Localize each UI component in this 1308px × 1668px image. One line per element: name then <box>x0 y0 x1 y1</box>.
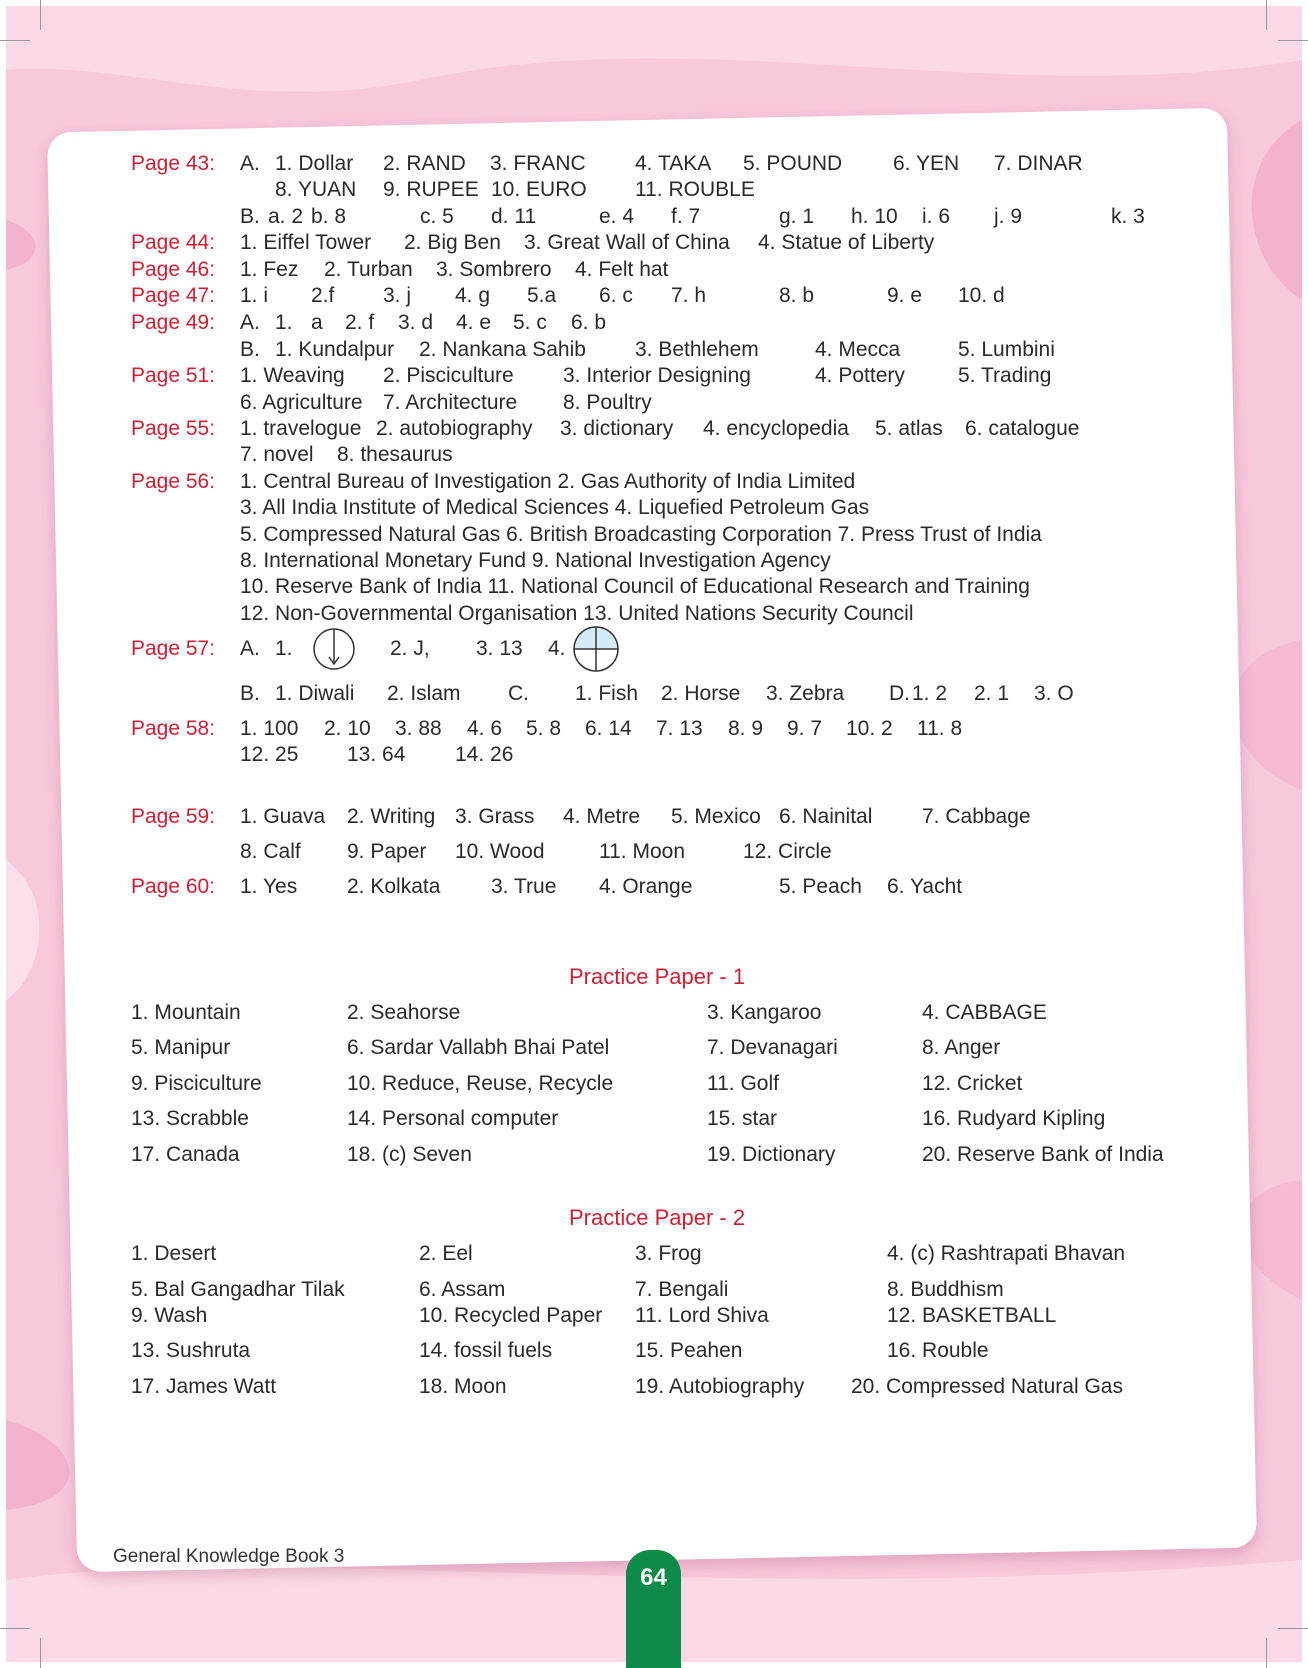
answer-item: 5. c <box>513 311 547 334</box>
answer-item: 6. YEN <box>893 152 960 175</box>
crop-mark <box>40 0 41 30</box>
answer-item: 3. Sombrero <box>436 258 552 281</box>
answer-item: 7. h <box>671 284 707 307</box>
practice-answer: 7. Devanagari <box>707 1036 838 1059</box>
answer-item: 9. 7 <box>787 717 823 740</box>
practice-answer: 6. Assam <box>419 1278 506 1301</box>
practice-answer: 4. CABBAGE <box>922 1001 1047 1024</box>
page-label: Page 57: <box>131 637 216 660</box>
answer-item: c. 5 <box>420 205 454 228</box>
answer-item: 2. Big Ben <box>404 231 501 254</box>
practice-answer: 2. Seahorse <box>347 1001 461 1024</box>
answer-line: 10. Reserve Bank of India 11. National Council of Educational Research and Training <box>240 575 1030 598</box>
answer-item: 5. Trading <box>958 364 1052 387</box>
practice-answer: 8. Anger <box>922 1036 1001 1059</box>
crop-mark <box>0 40 30 41</box>
answer-item: 6. Agriculture <box>240 391 363 414</box>
page-label: Page 55: <box>131 417 216 440</box>
answer-item: f. 7 <box>671 205 701 228</box>
answer-item: 10. EURO <box>491 178 587 201</box>
practice-answer: 7. Bengali <box>635 1278 729 1301</box>
book-title: General Knowledge Book 3 <box>113 1546 345 1567</box>
answer-item: 3. Grass <box>455 805 535 828</box>
practice-answer: 20. Compressed Natural Gas <box>851 1375 1123 1398</box>
practice-answer: 17. Canada <box>131 1143 240 1166</box>
practice-answer: 11. Lord Shiva <box>635 1304 769 1327</box>
answer-item: g. 1 <box>779 205 815 228</box>
practice-answer: 18. Moon <box>419 1375 507 1398</box>
practice-answer: 6. Sardar Vallabh Bhai Patel <box>347 1036 610 1059</box>
answer-item: 1. Dollar <box>275 152 354 175</box>
answer-item: b. 8 <box>311 205 347 228</box>
answer-item: 5. Lumbini <box>958 338 1055 361</box>
answer-item: e. 4 <box>599 205 635 228</box>
answer-item: 6. b <box>571 311 607 334</box>
practice-answer: 17. James Watt <box>131 1375 277 1398</box>
page-label: Page 44: <box>131 231 216 254</box>
answer-item: 4. TAKA <box>635 152 712 175</box>
page-label: Page 51: <box>131 364 216 387</box>
answer-item: 4. encyclopedia <box>703 417 849 440</box>
section-letter: C. <box>508 682 529 705</box>
answer-item: 8. YUAN <box>275 178 357 201</box>
answer-line: 3. All India Institute of Medical Sciences 4. Liquefied Petroleum Gas <box>240 496 870 519</box>
answer-item: 2.f <box>311 284 335 307</box>
practice-answer: 15. star <box>707 1107 778 1130</box>
practice-answer: 5. Bal Gangadhar Tilak <box>131 1278 345 1301</box>
answer-item: 2. Nankana Sahib <box>419 338 586 361</box>
answer-item: 2. autobiography <box>376 417 533 440</box>
answer-item: 1. <box>275 311 293 334</box>
answer-item: h. 10 <box>851 205 898 228</box>
page-number: 64 <box>640 1564 667 1591</box>
practice-answer: 3. Kangaroo <box>707 1001 822 1024</box>
answer-item: 5. 8 <box>526 717 562 740</box>
answer-item: 4. Orange <box>599 875 693 898</box>
answer-item: 13. 64 <box>347 743 406 766</box>
answer-item: 2. J, <box>390 637 430 660</box>
practice-answer: 8. Buddhism <box>887 1278 1004 1301</box>
practice-answer: 10. Recycled Paper <box>419 1304 603 1327</box>
answer-item: 3. Great Wall of China <box>524 231 730 254</box>
answer-item: 8. Calf <box>240 840 301 863</box>
answer-item: 2. Writing <box>347 805 436 828</box>
answer-item: 2. RAND <box>383 152 466 175</box>
page-label: Page 46: <box>131 258 216 281</box>
practice-answer: 10. Reduce, Reuse, Recycle <box>347 1072 614 1095</box>
answer-item: 5.a <box>527 284 557 307</box>
section-letter: A. <box>240 637 260 660</box>
answer-item: 1. i <box>240 284 269 307</box>
answer-item: 7. Cabbage <box>922 805 1031 828</box>
answer-item: 4. 6 <box>467 717 503 740</box>
answer-item: 2. 10 <box>324 717 371 740</box>
answer-item: 2. Islam <box>387 682 461 705</box>
answer-item: 14. 26 <box>455 743 514 766</box>
answer-item: 3. Zebra <box>766 682 845 705</box>
practice-answer: 4. (c) Rashtrapati Bhavan <box>887 1242 1126 1265</box>
page-label: Page 56: <box>131 470 216 493</box>
answer-item: 11. ROUBLE <box>635 178 755 201</box>
answer-item: 8. b <box>779 284 815 307</box>
answer-line: 12. Non-Governmental Organisation 13. United Nations Security Council <box>240 602 914 625</box>
section-letter: B. <box>240 682 260 705</box>
answer-item: 8. 9 <box>728 717 764 740</box>
answer-item: 1. Weaving <box>240 364 345 387</box>
answer-item: 5. POUND <box>743 152 843 175</box>
answer-item: 6. c <box>599 284 633 307</box>
answer-item: 4. Pottery <box>815 364 905 387</box>
answer-item: 11. Moon <box>599 840 685 863</box>
page-label: Page 47: <box>131 284 216 307</box>
answer-item: 1. 2 <box>912 682 948 705</box>
answer-item: 4. g <box>455 284 491 307</box>
answer-item: i. 6 <box>922 205 951 228</box>
practice-answer: 14. Personal computer <box>347 1107 559 1130</box>
crop-mark <box>40 1638 41 1668</box>
answer-item: 12. 25 <box>240 743 299 766</box>
answer-item: 4. Statue of Liberty <box>758 231 935 254</box>
practice-answer: 5. Manipur <box>131 1036 231 1059</box>
section-letter: A. <box>240 152 260 175</box>
answer-item: 5. Peach <box>779 875 862 898</box>
answer-item: 1. Fez <box>240 258 299 281</box>
crop-mark <box>1278 40 1308 41</box>
answer-item: d. 11 <box>491 205 537 228</box>
practice-answer: 12. Cricket <box>922 1072 1023 1095</box>
practice-answer: 13. Sushruta <box>131 1339 251 1362</box>
answer-item: 2. 1 <box>974 682 1010 705</box>
answer-item: a. 2 <box>268 205 304 228</box>
answer-item: 4. <box>548 637 566 660</box>
practice-answer: 3. Frog <box>635 1242 702 1265</box>
answer-item: j. 9 <box>994 205 1023 228</box>
page-label: Page 60: <box>131 875 216 898</box>
answer-item: 3. Bethlehem <box>635 338 759 361</box>
practice-paper-1-title: Practice Paper - 1 <box>569 964 746 989</box>
answer-item: 7. novel <box>240 443 314 466</box>
answer-item: 4. Felt hat <box>575 258 669 281</box>
page-label: Page 58: <box>131 717 216 740</box>
answer-item: 8. Poultry <box>563 391 652 414</box>
page-label: Page 49: <box>131 311 216 334</box>
compass-south-arrow-diagram <box>311 626 357 672</box>
answer-line: 1. Central Bureau of Investigation 2. Gas Authority of India Limited <box>240 470 856 493</box>
answer-item: 2. Pisciculture <box>383 364 514 387</box>
answer-item: 9. e <box>887 284 923 307</box>
answer-line: 5. Compressed Natural Gas 6. British Broadcasting Corporation 7. Press Trust of India <box>240 523 1042 546</box>
answer-item: 11. 8 <box>917 717 963 740</box>
answer-item: 2. Kolkata <box>347 875 441 898</box>
answer-item: 4. Mecca <box>815 338 901 361</box>
answer-item: 3. Interior Designing <box>563 364 751 387</box>
practice-answer: 16. Rouble <box>887 1339 989 1362</box>
answer-item: 3. O <box>1034 682 1074 705</box>
answer-item: 1. Fish <box>575 682 639 705</box>
practice-answer: 14. fossil fuels <box>419 1339 553 1362</box>
answer-item: 1. Eiffel Tower <box>240 231 372 254</box>
answer-item: 10. d <box>958 284 1005 307</box>
answer-item: 1. 100 <box>240 717 299 740</box>
section-letter: B. <box>240 205 260 228</box>
section-letter: B. <box>240 338 260 361</box>
answer-item: 3. True <box>491 875 557 898</box>
answer-item: 1. Guava <box>240 805 326 828</box>
answer-item: 1. travelogue <box>240 417 362 440</box>
crop-mark <box>1266 1638 1267 1668</box>
answer-item: 12. Circle <box>743 840 832 863</box>
answer-item: 4. e <box>456 311 492 334</box>
practice-answer: 15. Peahen <box>635 1339 743 1362</box>
practice-answer: 12. BASKETBALL <box>887 1304 1057 1327</box>
answer-item: 2. f <box>345 311 375 334</box>
practice-answer: 11. Golf <box>707 1072 779 1095</box>
page-label: Page 43: <box>131 152 216 175</box>
answer-item: 10. Wood <box>455 840 545 863</box>
answer-item: 3. FRANC <box>490 152 586 175</box>
practice-answer: 1. Desert <box>131 1242 217 1265</box>
answer-item: 7. 13 <box>656 717 703 740</box>
answer-item: 9. Paper <box>347 840 427 863</box>
practice-answer: 2. Eel <box>419 1242 473 1265</box>
answer-line: 8. International Monetary Fund 9. National Investigation Agency <box>240 549 831 572</box>
answer-item: 3. 88 <box>395 717 442 740</box>
answer-item: 6. catalogue <box>965 417 1080 440</box>
answer-item: 7. Architecture <box>383 391 518 414</box>
practice-answer: 1. Mountain <box>131 1001 241 1024</box>
crop-mark <box>1278 1628 1308 1629</box>
section-letter: D. <box>889 682 910 705</box>
answer-item: 3. 13 <box>476 637 523 660</box>
answer-item: 6. Nainital <box>779 805 873 828</box>
practice-answer: 19. Autobiography <box>635 1375 805 1398</box>
crop-mark <box>1266 0 1267 30</box>
answer-item: 1. Yes <box>240 875 298 898</box>
answer-item: 4. Metre <box>563 805 641 828</box>
answer-item: 6. Yacht <box>887 875 963 898</box>
answer-item: 6. 14 <box>585 717 632 740</box>
answer-item: 3. d <box>398 311 434 334</box>
answer-item: k. 3 <box>1111 205 1145 228</box>
practice-answer: 19. Dictionary <box>707 1143 836 1166</box>
practice-answer: 9. Wash <box>131 1304 208 1327</box>
practice-answer: 20. Reserve Bank of India <box>922 1143 1164 1166</box>
answer-item: 1. Kundalpur <box>275 338 395 361</box>
answer-item: 1. Diwali <box>275 682 355 705</box>
answer-item: 3. j <box>383 284 412 307</box>
section-letter: A. <box>240 311 260 334</box>
practice-answer: 13. Scrabble <box>131 1107 249 1130</box>
answer-item: 5. Mexico <box>671 805 761 828</box>
answer-item: 3. dictionary <box>560 417 674 440</box>
answer-item: 2. Horse <box>661 682 741 705</box>
answer-item: 10. 2 <box>846 717 893 740</box>
answer-item: 9. RUPEE <box>383 178 479 201</box>
practice-answer: 9. Pisciculture <box>131 1072 262 1095</box>
practice-answer: 18. (c) Seven <box>347 1143 472 1166</box>
quartered-circle-diagram <box>571 624 621 674</box>
practice-paper-2-title: Practice Paper - 2 <box>569 1205 746 1230</box>
answer-item: a <box>311 311 323 334</box>
answer-item: 2. Turban <box>324 258 413 281</box>
answer-item: 1. <box>275 637 293 660</box>
answer-item: 5. atlas <box>875 417 943 440</box>
answer-item: 8. thesaurus <box>337 443 453 466</box>
crop-mark <box>0 1628 30 1629</box>
page-label: Page 59: <box>131 805 216 828</box>
practice-answer: 16. Rudyard Kipling <box>922 1107 1106 1130</box>
answer-item: 7. DINAR <box>994 152 1083 175</box>
